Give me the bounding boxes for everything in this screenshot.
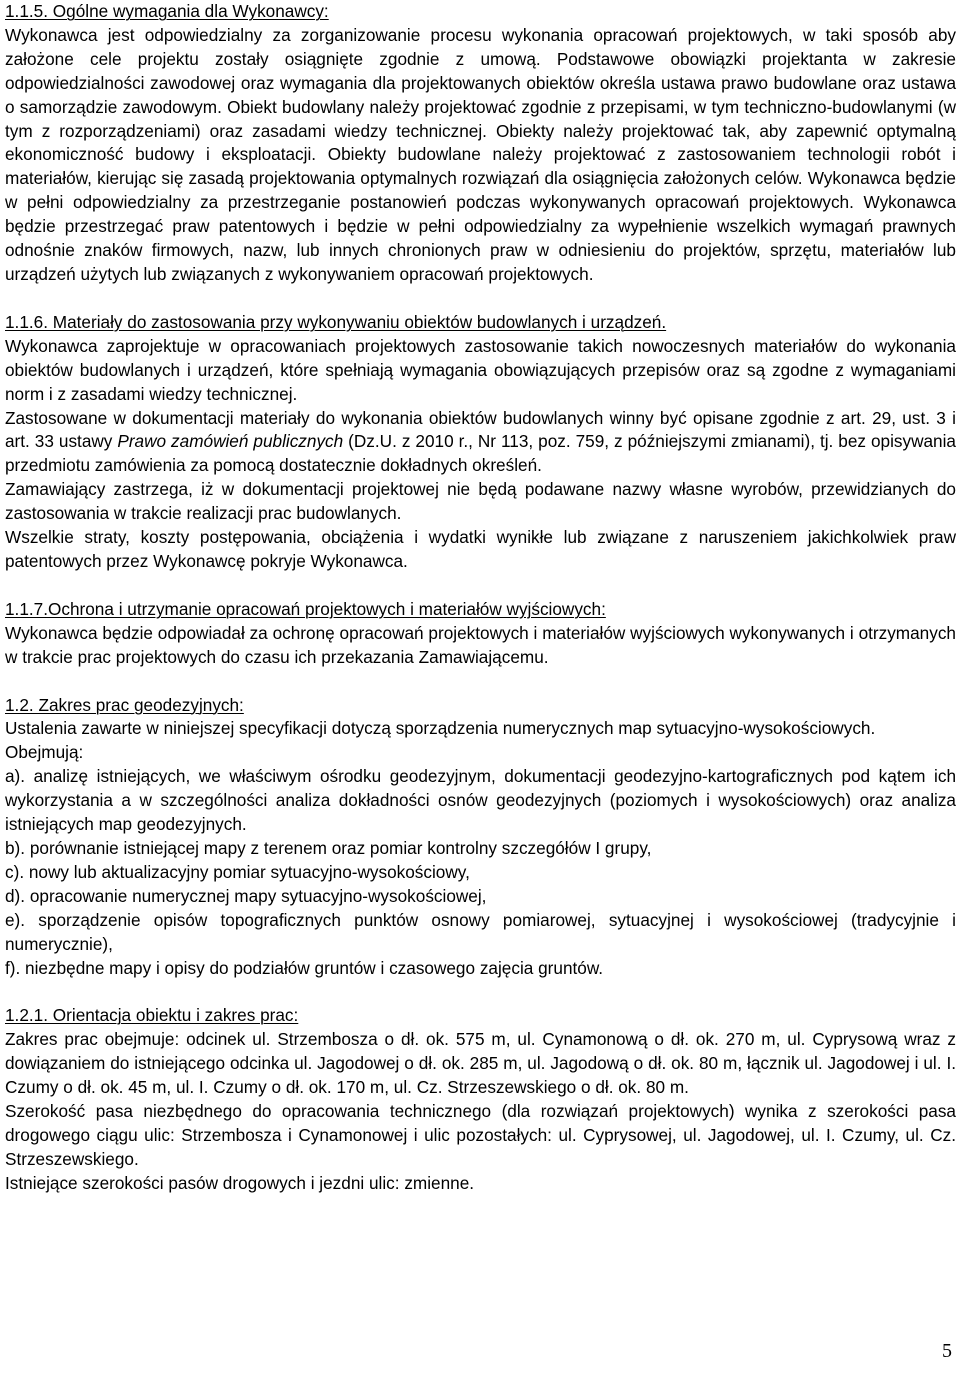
section-paragraph: Wszelkie straty, koszty postępowania, obciążenia i wydatki wynikłe lub związane z naruszeniem jakichkolwiek praw patentowych przez Wykonawcę pokryje Wykonawca. — [5, 527, 956, 571]
section-1-1-6 — [5, 311, 956, 574]
spacer — [5, 980, 956, 1004]
section-paragraph: Zamawiający zastrzega, iż w dokumentacji projektowej nie będą podawane nazwy własne wyrobów, przewidzianych do zastosowania w trakcie realizacji prac budowlanych. — [5, 479, 956, 524]
list-label: Obejmują: — [5, 742, 84, 763]
section-paragraph: Istniejące szerokości pasów drogowych i jezdni ulic: zmienne. — [5, 1172, 475, 1193]
document-page — [5, 0, 956, 1196]
section-paragraph — [5, 407, 956, 479]
section-1-2-1 — [5, 1004, 956, 1195]
section-heading: 1.1.6. Materiały do zastosowania przy wykonywaniu obiektów budowlanych i urządzeń. — [5, 311, 667, 332]
section-heading: 1.2.1. Orientacja obiektu i zakres prac: — [5, 1005, 299, 1026]
section-1-1-7 — [5, 598, 956, 670]
spacer — [5, 287, 956, 311]
section-1-2 — [5, 694, 956, 981]
spacer — [5, 574, 956, 598]
law-title: Prawo zamówień publicznych — [117, 431, 344, 452]
section-heading: 1.1.5. Ogólne wymagania dla Wykonawcy: — [5, 1, 329, 21]
section-heading: 1.2. Zakres prac geodezyjnych: — [5, 694, 244, 715]
section-paragraph: Ustalenia zawarte w niniejszej specyfikacji dotyczą sporządzenia numerycznych map sytuacyjno-wysokościowych. — [5, 718, 876, 739]
list-item: a). analizę istniejących, we właściwym ośrodku geodezyjnym, dokumentacji geodezyjno-kartograficznych pod kątem ich wykorzystania a w szczególności analiza dokładności osnów geodezyjnych (poziomych i wysokościowych) oraz analiza istniejących map geodezyjnych. — [5, 766, 956, 835]
section-paragraph: Zakres prac obejmuje: odcinek ul. Strzembosza o dł. ok. 575 m, ul. Cynamonową o dł. ok. 270 m, ul. Cyprysową wraz z dowiązaniem do istniejącego odcinka ul. Jagodowej o dł. ok. 285 m, ul. Jagodową o dł. ok. 80 m, łącznik ul. Jagodowej i ul. I. Czumy o dł. ok. 45 m, ul. I. Czumy o dł. ok. 170 m, ul. Cz. Strzeszewskiego o dł. ok. 80 m. — [5, 1029, 956, 1098]
list-item: d). opracowanie numerycznej mapy sytuacyjno-wysokościowej, — [5, 885, 487, 906]
section-1-1-5 — [5, 0, 956, 287]
list-item: f). niezbędne mapy i opisy do podziałów gruntów i czasowego zajęcia gruntów. — [5, 957, 604, 978]
section-paragraph: Wykonawca jest odpowiedzialny za zorganizowanie procesu wykonania opracowań projektowych, w taki sposób aby założone cele projektu zostały osiągnięte zgodnie z umową. Podstawowe obowiązki projektanta w zakresie odpowiedzialności zawodowej oraz wymagania dla projektowanych obiektów określa ustawa prawo budowlane oraz ustawa o samorządzie zawodowym. Obiekt budowlany należy projektować zgodnie z przepisami, w tym techniczno-budowlanymi (w tym z rozporządzeniami) oraz zasadami wiedzy technicznej. Obiekty należy projektować tak, aby zapewnić optymalną ekonomiczność budowy i eksploatacji. Obiekty budowlane należy projektować z zastosowaniem technologii robót i materiałów, kierując się zasadą projektowania optymalnych rozwiązań dla osiągnięcia założonych celów. Wykonawca będzie w pełni odpowiedzialny za przestrzeganie postanowień podczas wykonywanych opracowań projektowych. Wykonawca będzie przestrzegać praw patentowych i będzie w pełni odpowiedzialny za wypełnienie wszelkich wymagań prawnych odnośnie znaków firmowych, nazw, lub innych chronionych praw w odniesieniu do projektów, sprzętu, materiałów lub urządzeń użytych lub związanych z wykonywaniem opracowań projektowych. — [5, 24, 956, 284]
text-run: (Dz.U. z 2010 r., Nr 113, poz. 759, z późniejszymi zmianami), tj. bez opisywania przedmiotu zamówienia za pomocą dostatecznie dokładnych określeń. — [5, 431, 956, 476]
section-paragraph: Wykonawca zaprojektuje w opracowaniach projektowych zastosowanie takich nowoczesnych materiałów do wykonania obiektów budowlanych i urządzeń, które spełniają wymagania obowiązujących przepisów oraz są zgodne z wymaganiami norm i z zasadami wiedzy technicznej. — [5, 335, 956, 404]
spacer — [5, 670, 956, 694]
section-paragraph: Wykonawca będzie odpowiadał za ochronę opracowań projektowych i materiałów wyjściowych wykonywanych i otrzymanych w trakcie prac projektowych do czasu ich przekazania Zamawiającemu. — [5, 622, 956, 667]
list-item: c). nowy lub aktualizacyjny pomiar sytuacyjno-wysokościowy, — [5, 861, 470, 882]
page-number: 5 — [942, 1340, 952, 1362]
text-run: Zastosowane w dokumentacji materiały do wykonania obiektów budowlanych winny być opisane zgodnie z art. 29, ust. 3 i art. 33 ustawy — [5, 407, 956, 452]
section-paragraph: Szerokość pasa niezbędnego do opracowania technicznego (dla rozwiązań projektowych) wynika z szerokości pasa drogowego ciągu ulic: Strzembosza i Cynamonowej i ulic pozostałych: ul. Cyprysowej, ul. Jagodowej, ul. I. Czumy, ul. Cz. Strzeszewskiego. — [5, 1101, 956, 1169]
list-item: e). sporządzenie opisów topograficznych punktów osnowy pomiarowej, sytuacyjnej i wysokościowej (tradycyjnie i numerycznie), — [5, 909, 956, 954]
list-item: b). porównanie istniejącej mapy z terenem oraz pomiar kontrolny szczegółów I grupy, — [5, 838, 652, 858]
section-heading: 1.1.7.Ochrona i utrzymanie opracowań projektowych i materiałów wyjściowych: — [5, 598, 606, 619]
